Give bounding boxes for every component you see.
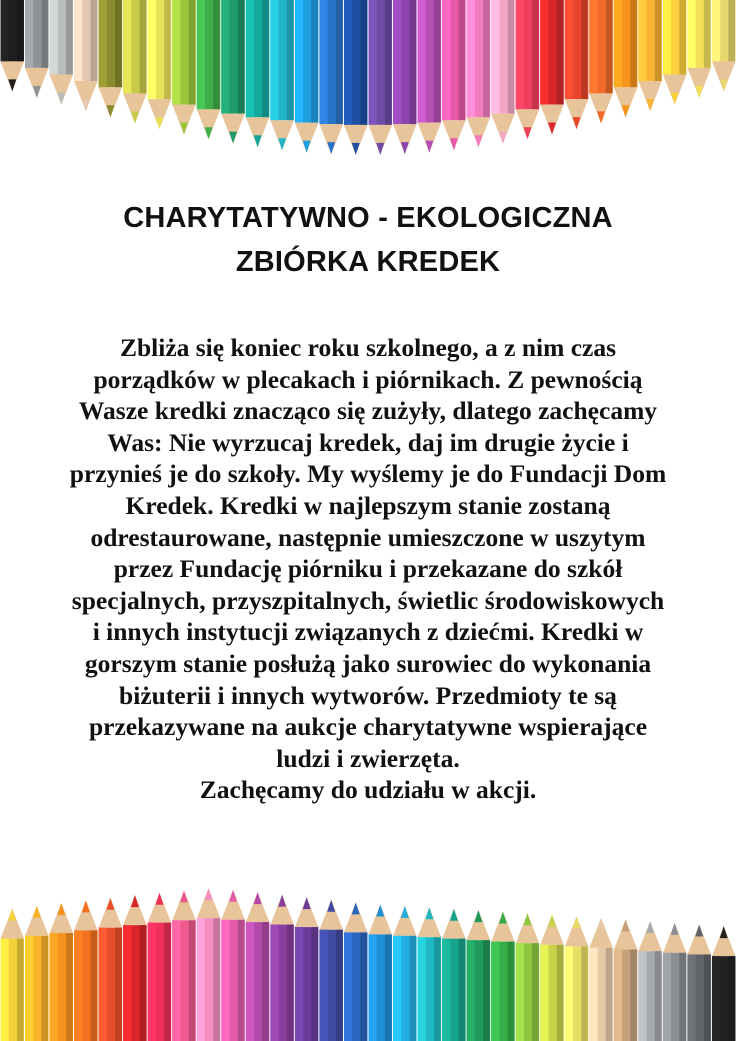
body-line: specjalnych, przyszpitalnych, świetlic środowiskowych bbox=[71, 585, 665, 615]
pencil bbox=[663, 0, 687, 104]
pencil bbox=[687, 924, 711, 1041]
body-line: przekazywane na aukcje charytatywne wspierające bbox=[88, 712, 648, 742]
poster-body bbox=[22, 332, 714, 806]
body-line: Wasze kredki znacząco się zużyły, dlatego zachęcamy bbox=[78, 396, 658, 426]
pencil bbox=[74, 900, 98, 1041]
body-line: porządków w plecakach i piórnikach. Z pewnością bbox=[93, 364, 643, 394]
pencil bbox=[687, 0, 711, 98]
pencil bbox=[197, 0, 221, 139]
pencil bbox=[712, 926, 736, 1041]
pencil bbox=[712, 0, 736, 91]
pencil bbox=[344, 0, 368, 155]
poster-title bbox=[0, 196, 736, 284]
pencil bbox=[540, 915, 564, 1041]
pencil bbox=[442, 0, 466, 150]
pencil bbox=[25, 906, 49, 1041]
pencil bbox=[148, 0, 172, 129]
pencil bbox=[50, 0, 74, 104]
pencil bbox=[319, 0, 343, 154]
body-line: Zbliża się koniec roku szkolnego, a z nim czas bbox=[119, 333, 617, 362]
pencil bbox=[516, 913, 540, 1041]
pencil bbox=[74, 0, 98, 111]
pencil bbox=[123, 895, 147, 1041]
pencil bbox=[1, 0, 25, 91]
pencil bbox=[369, 0, 393, 155]
pencil bbox=[344, 902, 368, 1041]
pencil bbox=[589, 918, 613, 1041]
pencil bbox=[614, 920, 638, 1041]
pencil bbox=[540, 0, 564, 134]
pencil bbox=[565, 916, 589, 1041]
pencil bbox=[246, 892, 270, 1041]
pencil bbox=[516, 0, 540, 139]
pencil bbox=[393, 0, 417, 154]
body-line-closing: Zachęcamy do udziału w akcji. bbox=[199, 775, 537, 805]
pencil bbox=[270, 895, 294, 1041]
pencil bbox=[319, 900, 343, 1041]
pencil bbox=[197, 888, 221, 1041]
title-line-1: CHARYTATYWNO - EKOLOGICZNA bbox=[123, 202, 613, 234]
pencil bbox=[369, 904, 393, 1041]
pencil bbox=[418, 0, 442, 153]
body-line: Was: Nie wyrzucaj kredek, daj im drugie życie i bbox=[107, 427, 629, 457]
pencil bbox=[638, 921, 662, 1041]
body-line: biżuterii i innych wytworów. Przedmioty te są bbox=[119, 680, 617, 710]
pencil bbox=[418, 907, 442, 1041]
pencil bbox=[589, 0, 613, 123]
pencil bbox=[221, 0, 245, 144]
pencil bbox=[99, 898, 123, 1041]
body-line: i innych instytucji związanych z dziećmi. Kredki w bbox=[92, 617, 644, 647]
pencil bbox=[295, 0, 319, 153]
pencil bbox=[99, 0, 123, 117]
pencil bbox=[663, 923, 687, 1041]
pencil bbox=[565, 0, 589, 129]
pencil bbox=[393, 906, 417, 1041]
top-pencils-illustration bbox=[0, 0, 736, 170]
pencil bbox=[246, 0, 270, 147]
pencil bbox=[467, 910, 491, 1041]
pencil bbox=[148, 893, 172, 1041]
top-pencil-border bbox=[0, 0, 736, 170]
pencil bbox=[25, 0, 49, 98]
pencil bbox=[442, 909, 466, 1041]
body-line: przez Fundację piórniku i przekazane do szkół bbox=[113, 554, 623, 584]
pencil bbox=[172, 0, 196, 134]
pencil bbox=[295, 897, 319, 1041]
pencil bbox=[614, 0, 638, 117]
pencil bbox=[270, 0, 294, 150]
pencil bbox=[491, 912, 515, 1041]
body-line: przynieś je do szkoły. My wyślemy je do Fundacji Dom bbox=[69, 459, 667, 489]
bottom-pencil-border bbox=[0, 860, 736, 1041]
pencil bbox=[1, 909, 25, 1041]
pencil bbox=[50, 903, 74, 1041]
pencil bbox=[467, 0, 491, 147]
pencil bbox=[638, 0, 662, 111]
body-line: ludzi i zwierzęta. bbox=[276, 743, 460, 773]
body-line: odrestaurowane, następnie umieszczone w uszytym bbox=[90, 522, 646, 552]
pencil bbox=[491, 0, 515, 144]
title-line-2: ZBIÓRKA KREDEK bbox=[235, 246, 501, 278]
bottom-pencils-illustration bbox=[0, 860, 736, 1041]
pencil bbox=[172, 890, 196, 1041]
pencil bbox=[123, 0, 147, 123]
body-line: Kredek. Kredki w najlepszym stanie zostaną bbox=[125, 490, 611, 520]
body-line: gorszym stanie posłużą jako surowiec do wykonania bbox=[84, 648, 652, 678]
pencil bbox=[221, 890, 245, 1041]
